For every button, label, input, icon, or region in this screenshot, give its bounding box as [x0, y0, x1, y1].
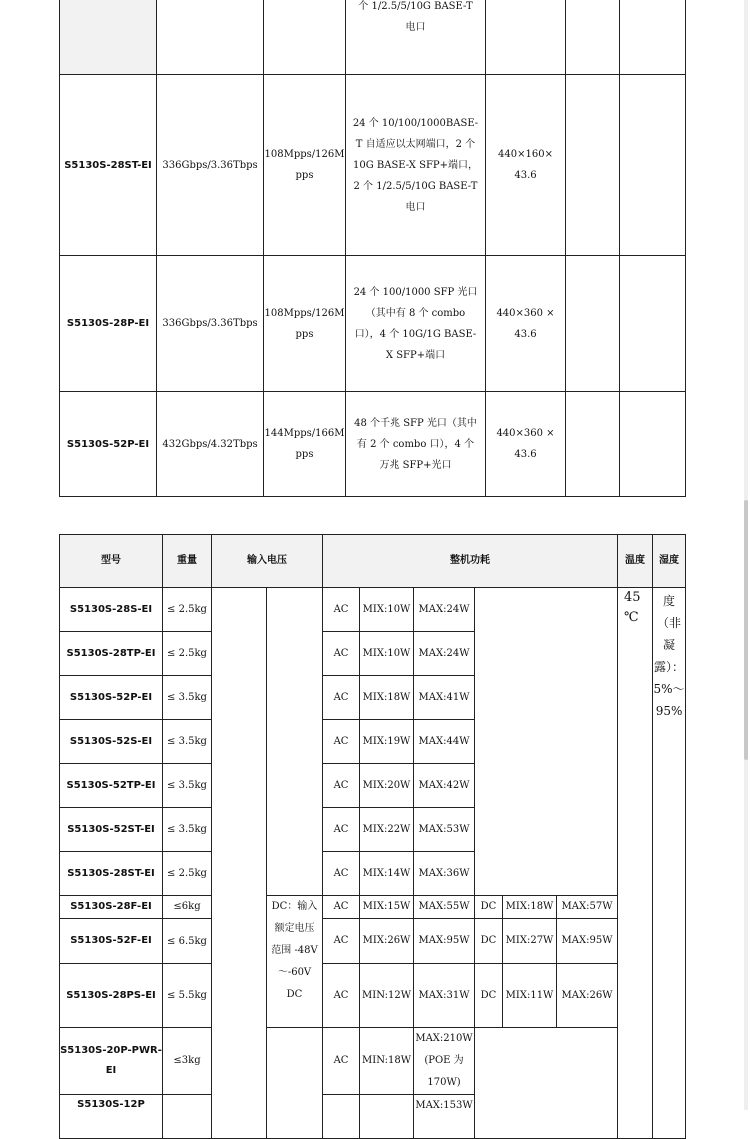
table-row: [60, 392, 686, 497]
table-row: [60, 256, 686, 392]
ports-cell: 48 个千兆 SFP 光口（其中有 2 个 combo 口），4 个万兆 SFP+光口: [346, 392, 486, 497]
weight-cell: ≤3kg: [163, 1028, 212, 1095]
model-cell: S5130S-28ST-EI: [60, 75, 157, 256]
min-power-cell: MIX:15W: [360, 896, 414, 919]
temp-cell: 45 ℃: [618, 588, 653, 1139]
ac-cell: AC: [323, 964, 360, 1028]
model-cell: S5130S-28F-EI: [60, 896, 163, 919]
weight-cell: ≤ 2.5kg: [163, 852, 212, 896]
voltage-ac-cell: [212, 588, 267, 1139]
model-cell: S5130S-52TP-EI: [60, 764, 163, 808]
ac-cell: AC: [323, 896, 360, 919]
min-power-cell: MIX:18W: [360, 676, 414, 720]
ac-cell: AC: [323, 676, 360, 720]
min-power-cell: MIX:14W: [360, 852, 414, 896]
header-humidity: 湿度: [653, 535, 686, 588]
table-row: [60, 896, 686, 919]
min-power-cell: MIX:19W: [360, 720, 414, 764]
model-cell: S5130S-12P: [60, 1095, 163, 1139]
header-voltage: 输入电压: [212, 535, 323, 588]
power-table: [59, 534, 686, 1139]
page-scrollbar[interactable]: [744, 0, 748, 1110]
min-power-cell: MIX:10W: [360, 588, 414, 632]
ac-cell: [323, 1095, 360, 1139]
dc-min-power-cell: MIX:27W: [503, 919, 557, 964]
switching-cell: 336Gbps/3.36Tbps: [157, 256, 264, 392]
dc-min-power-cell: MIX:11W: [503, 964, 557, 1028]
header-power: 整机功耗: [323, 535, 618, 588]
weight-cell: ≤ 3.5kg: [163, 720, 212, 764]
ac-cell: AC: [323, 1028, 360, 1095]
header-model: 型号: [60, 535, 163, 588]
weight-cell: ≤ 3.5kg: [163, 808, 212, 852]
ac-cell: AC: [323, 720, 360, 764]
ac-cell: AC: [323, 919, 360, 964]
max-power-cell: MAX:95W: [414, 919, 475, 964]
weight-cell: ≤ 5.5kg: [163, 964, 212, 1028]
ports-cell: 24 个 100/1000 SFP 光口（其中有 8 个 combo 口），4 个 10G/1G BASE-X SFP+端口: [346, 256, 486, 392]
ac-cell: AC: [323, 808, 360, 852]
max-power-cell: MAX:36W: [414, 852, 475, 896]
min-power-cell: MIX:26W: [360, 919, 414, 964]
throughput-cell: [264, 0, 346, 75]
max-power-cell: MAX:210W (POE 为 170W): [414, 1028, 475, 1095]
max-power-cell: MAX:42W: [414, 764, 475, 808]
weight-cell: ≤ 3.5kg: [163, 764, 212, 808]
ac-cell: AC: [323, 588, 360, 632]
ac-cell: AC: [323, 764, 360, 808]
spec-table: [59, 0, 686, 497]
dc-cell: DC: [475, 964, 503, 1028]
header-weight: 重量: [163, 535, 212, 588]
max-power-cell: MAX:24W: [414, 588, 475, 632]
ac-cell: AC: [323, 632, 360, 676]
max-power-cell: MAX:44W: [414, 720, 475, 764]
weight-cell: ≤ 2.5kg: [163, 588, 212, 632]
max-power-cell: MAX:24W: [414, 632, 475, 676]
dc-max-power-cell: MAX:95W: [557, 919, 618, 964]
dc-max-power-cell: MAX:57W: [557, 896, 618, 919]
dc-cell: DC: [475, 896, 503, 919]
model-cell: S5130S-28TP-EI: [60, 632, 163, 676]
dc-voltage-note: DC：输入额定电压范围 -48V～-60V DC: [267, 896, 323, 1028]
table-row: [60, 1028, 686, 1095]
scrollbar-thumb[interactable]: [744, 500, 748, 760]
min-power-cell: MIX:20W: [360, 764, 414, 808]
table-row: [60, 75, 686, 256]
header-row: [60, 535, 686, 588]
throughput-cell: 108Mpps/126M pps: [264, 256, 346, 392]
min-power-cell: MIX:10W: [360, 632, 414, 676]
table-row: [60, 919, 686, 964]
ac-cell: AC: [323, 852, 360, 896]
max-power-cell: MAX:41W: [414, 676, 475, 720]
weight-cell: ≤ 6.5kg: [163, 919, 212, 964]
table-row: [60, 0, 686, 75]
weight-cell: [163, 1095, 212, 1139]
throughput-cell: 108Mpps/126M pps: [264, 75, 346, 256]
table-row: [60, 588, 686, 632]
max-power-cell: MAX:153W: [414, 1095, 475, 1139]
max-power-cell: MAX:53W: [414, 808, 475, 852]
weight-cell: ≤6kg: [163, 896, 212, 919]
switching-cell: 432Gbps/4.32Tbps: [157, 392, 264, 497]
humidity-cell: 度（非凝露）：5%～95%: [653, 588, 686, 1139]
size-cell: [486, 0, 566, 75]
model-cell: S5130S-28ST-EI: [60, 852, 163, 896]
min-power-cell: [360, 1095, 414, 1139]
model-cell: S5130S-28PS-EI: [60, 964, 163, 1028]
dc-min-power-cell: MIX:18W: [503, 896, 557, 919]
model-cell: S5130S-28P-EI: [60, 256, 157, 392]
ports-cell: 24 个 10/100/1000BASE-T 自适应以太网端口，2 个 10G BASE-X SFP+端口，2 个 1/2.5/5/10G BASE-T 电口: [346, 75, 486, 256]
size-cell: 440×360 × 43.6: [486, 256, 566, 392]
throughput-cell: 144Mpps/166M pps: [264, 392, 346, 497]
model-cell: S5130S-52S-EI: [60, 720, 163, 764]
model-cell: S5130S-52P-EI: [60, 676, 163, 720]
model-cell: S5130S-52F-EI: [60, 919, 163, 964]
size-cell: 440×360 × 43.6: [486, 392, 566, 497]
max-power-cell: MAX:55W: [414, 896, 475, 919]
table-row: [60, 964, 686, 1028]
weight-cell: ≤ 2.5kg: [163, 632, 212, 676]
dc-max-power-cell: MAX:26W: [557, 964, 618, 1028]
dc-cell: DC: [475, 919, 503, 964]
size-cell: 440×160× 43.6: [486, 75, 566, 256]
model-cell: S5130S-52ST-EI: [60, 808, 163, 852]
ports-cell: 个 1/2.5/5/10G BASE-T 电口: [346, 0, 486, 75]
switching-cell: 336Gbps/3.36Tbps: [157, 75, 264, 256]
max-power-cell: MAX:31W: [414, 964, 475, 1028]
model-cell: S5130S-52P-EI: [60, 392, 157, 497]
model-cell: S5130S-20P-PWR-EI: [60, 1028, 163, 1095]
min-power-cell: MIX:22W: [360, 808, 414, 852]
weight-cell: ≤ 3.5kg: [163, 676, 212, 720]
min-power-cell: MIN:12W: [360, 964, 414, 1028]
header-temp: 温度: [618, 535, 653, 588]
model-cell: S5130S-28S-EI: [60, 588, 163, 632]
min-power-cell: MIN:18W: [360, 1028, 414, 1095]
